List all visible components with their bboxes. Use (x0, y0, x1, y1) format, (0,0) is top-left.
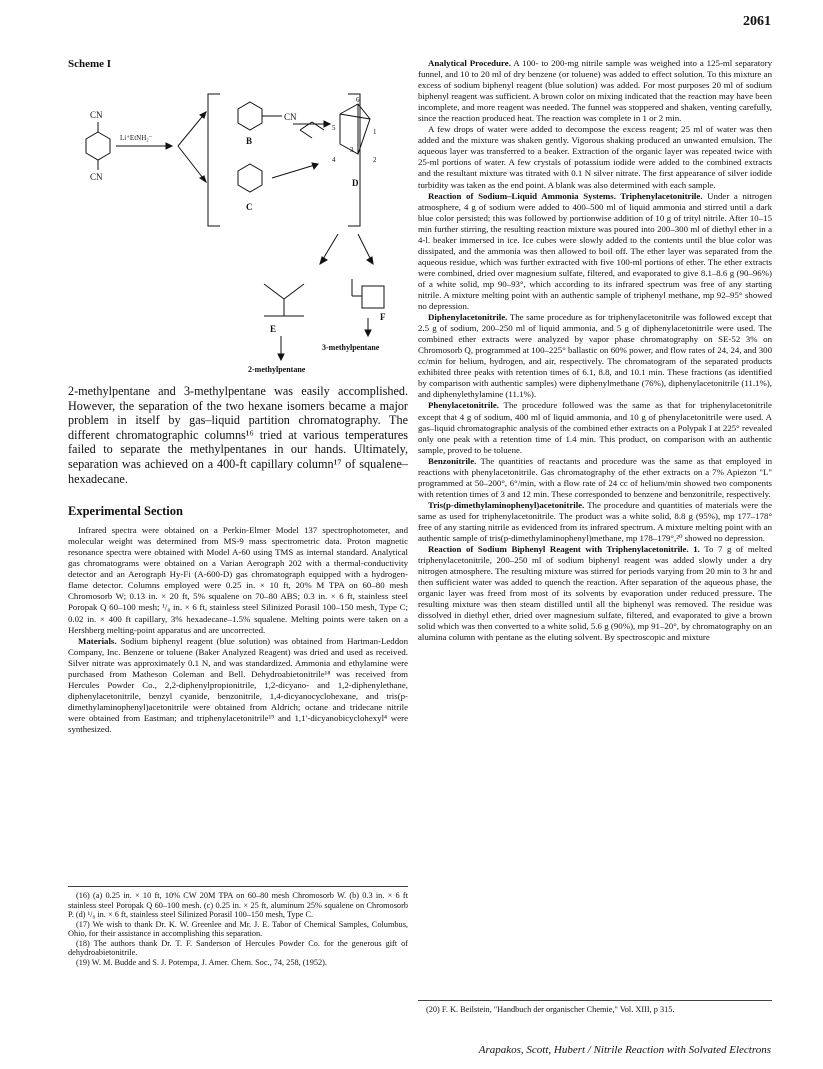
reagent-label: Li⁺EtNH₂⁻ (120, 134, 153, 142)
paragraph-text: The quantities of reactants and procedure was the same as that employed in reactions with phenylacetonitrile. Gas chromatography of the ether extracts on a 7% Apiezon "L" programmed at 50–200°, 6°/min, with a flow rate of 24 cc of helium/min showed two components with retention times of 3 and 12 min. These corresponded to benzene and benzonitrile, respectively. (418, 455, 772, 499)
radical-anion-cn-label: CN (284, 112, 297, 122)
right-paragraph (418, 456, 772, 500)
atom-number-6: 6 (356, 96, 360, 104)
paragraph-text: The same procedure as for triphenylacetonitrile was followed except that 2.5 g of sodium, 200–250 ml of liquid ammonia, and 5 g of diphenylacetonitrile were used. The combined ether extracts were analyzed by vapor phase chromatography on SE-52 3% on Chromosorb Q, programmed at 100–225° ballastic on 60% power, and flow rates of 24, 24, and 300 cc/min for helium, hydrogen, and air, respectively. The chromatogram of the separated products exhibited three peaks with retention times of 6.1, 8.8, and 10.1 min. These fractions (as identified by comparison with authentic samples) were diphenylmethane (76%), diphenylacetonitrile (11.1%), and diphenylethylamine (11.1%). (418, 312, 772, 400)
cn-bottom-label: CN (90, 172, 103, 182)
paragraph-text: The procedure and quantities of materials were the same as used for triphenylacetonitrile. The product was a white solid, 8.8 g (95%), mp 177–178° free of any starting nitrile as evidenced from its infrared spectrum. A mixture melting point with an authentic sample of tris(p-dimethylaminophenyl)methane, mp 178–179°,²⁰ showed no depression. (418, 499, 772, 544)
intro-paragraph: 2-methylpentane and 3-methylpentane was easily accomplished. However, the separation of the two hexane isomers became a major problem in itself by gas–liquid partition chromatography. The different chromatographic columns¹⁶ tried at various temperatures failed to separate the methylpentanes in our hands. Ultimately, separation was achieved on a 400-ft capillary column¹⁷ of squalene–hexadecane. (68, 384, 408, 486)
atom-number-1: 1 (373, 128, 377, 136)
footnote-19: (19) W. M. Budde and S. J. Potempa, J. Amer. Chem. Soc., 74, 258, (1952). (76, 957, 327, 967)
atom-number-4: 4 (332, 156, 336, 164)
running-footer: Arapakos, Scott, Hubert / Nitrile Reaction with Solvated Electrons (478, 1044, 771, 1056)
paragraph-text: The procedure followed was the same as that for triphenylacetonitrile except that 4 g of sodium, 400 ml of liquid ammonia, and 10 g of phenylacetonitrile were used. A gas–liquid chromatographic analysis of the combined ether extracts on a Polypak I at 225° revealed only one peak with a retention time of 1.4 min. This product, on comparison with an authentic sample, proved to be toluene. (418, 400, 772, 455)
right-paragraph (418, 544, 772, 643)
footnote-17: (17) We wish to thank Dr. K. W. Greenlee and Mr. J. E. Tabor of Chemical Samples, Columbus, Ohio, for their assistance in accomplishing this separation. (68, 919, 408, 938)
right-paragraph (418, 124, 772, 190)
atom-number-2: 2 (373, 156, 377, 164)
paragraph-text: Under a nitrogen atmosphere, 4 g of sodium were added to 400–500 ml of liquid ammonia and stirred until a dark blue color persisted; this was followed by portionwise addition of 10 g of trityl nitrile. After 10–15 min further stirring, the resulting reaction mixture was poured into 200–300 ml of diethyl ether in a 4-l. beaker immersed in ice. Ice cubes were slowly added to the contents until the blue color was dissipated, and the ammonia was then allowed to boil off. The ether layer was separated from the aqueous residue, which was further extracted with five 100-ml portions of ether. The ether extracts were combined, dried over magnesium sulfate, filtered, and evaporated to give 8.1–8.6 g (90–96%) of a white solid, mp 90–93°, which according to its infrared spectrum was free of any starting nitrile. A mixture melting point with an authentic sample of triphenyl methane, mp 92–95° showed no depression. (418, 190, 772, 312)
right-paragraph (418, 312, 772, 400)
reaction-scheme (68, 74, 408, 374)
right-paragraph (418, 58, 772, 124)
right-paragraph (418, 191, 772, 313)
section-heading: Experimental Section (68, 504, 183, 519)
footnotes-right (418, 1000, 772, 1015)
product-2-methylpentane: 2-methylpentane (248, 365, 306, 374)
label-f: F (380, 312, 386, 322)
run-head: Tris(p-dimethylaminophenyl)acetonitrile. (428, 499, 585, 510)
left-column (68, 58, 408, 735)
right-paragraph (418, 400, 772, 455)
label-d: D (352, 178, 359, 188)
right-paragraph (418, 500, 772, 544)
paragraph-text: A few drops of water were added to decompose the excess reagent; 25 ml of water was then added and the mixture was shaken gently. Vigorous shaking produced an unwanted emulsion. The aqueous layer was transferred to a beaker. Extraction of the organic layer was repeated twice with 25-ml portions of water. A few crystals of potassium iodide were added to the combined extracts and the resultant mixture was titrated with 0.1 N silver nitrate. The first appearance of silver iodide turbidity was taken as the end point. A blank was also determined with each sample. (418, 124, 772, 190)
label-c: C (246, 202, 253, 212)
product-3-methylpentane: 3-methylpentane (322, 343, 380, 352)
experimental-paragraph-1: Infrared spectra were obtained on a Perkin-Elmer Model 137 spectrophotometer, and molecular weight was determined from MS-9 mass spectrometric data. Proton magnetic resonance spectra were obtained with Model A-60 using TMS as internal standard. Analytical gas chromatograms were obtained on a Varian Aerograph 202 with a thermal-conductivity detector and an Aerograph Hy-Fi (A-600-D) gas chromatograph equipped with a hydrogen-flame detector. Columns employed were 0.25 in. × 10 ft, 20% M TPA on 60–80 mesh Chromosorb W; 0.13 in. × 20 ft, 5% squalene on 70–80 ABS; 0.3 in. × 6 ft, stainless steel Poropak Q 60–100 mesh; ¹/₈ in. × 6 ft, stainless steel Silinized Porasil 100–150 mesh, Type C; 0.02 in. × 400 ft capillary, 3% hexadecane–1.5% squalene. Melting points were taken on a Hershberg melting-point apparatus and are uncorrected. (68, 525, 408, 635)
scheme-title: Scheme I (68, 58, 112, 70)
atom-number-5: 5 (332, 124, 336, 132)
run-head: Benzonitrile. (428, 455, 477, 466)
run-head: Reaction of Sodium–Liquid Ammonia Systems. Triphenylacetonitrile. (428, 190, 703, 201)
run-head: Diphenylacetonitrile. (428, 312, 508, 323)
run-head: Phenylacetonitrile. (428, 400, 499, 411)
paragraph-text: A 100- to 200-mg nitrile sample was weighed into a 125-ml separatory funnel, and 10 to 20 ml of dry benzene (or toluene) was added to effect solution. To this mixture an excess of sodium biphenyl reagent (blue solution) was added. For most purposes 20 ml of sodium biphenyl reagent was sufficient. A brown color on mixing indicated that the reaction may have been incomplete, and more reagent was needed. The funnel was stoppered and shaken, venting carefully, since the reaction produced heat. The reaction was complete in 1 or 2 min. (418, 58, 772, 124)
atom-number-3: 3 (350, 146, 354, 154)
materials-text: Sodium biphenyl reagent (blue solution) was obtained from Hartman-Leddon Company, Inc. Benzene or toluene (Baker Analyzed Reagent) was dried and used as received. Silver nitrate was approximately 0.1 N, and was standardized. Ammonia and ethylamine were purchased from Matheson Coleman and Bell. Dehydroabietonitrile¹⁸ was received from Hercules Powder Co., 2,2-diphenylpropionitrile, 1,2-dicyano- and 1,2-diphenylethane, diphenylacetonitrile, benzyl cyanide, benzonitrile, 1,4-dicyanocyclohexane, and tris(p-dimethylaminophenyl)acetonitrile were obtained from Aldrich; octane and tridecane nitrile were obtained from Eastman; and triphenylacetonitrile¹⁹ and 1,1′-dicyanobicyclohexyl⁴ were synthesized. (68, 635, 408, 734)
footnote-20: (20) F. K. Beilstein, "Handbuch der organischer Chemie," Vol. XIII, p 315. (426, 1005, 675, 1014)
paragraph-text: To 7 g of melted triphenylacetonitrile, 200–250 ml of sodium biphenyl reagent was added slowly under a dry nitrogen atmosphere. The resulting mixture was stirred for periods varying from 20 min to 3 hr and then sufficient water was added to quench the reaction. After separation of the aqueous phase, the organic layer was freed from most of its solvents by evaporation under reduced pressure. The resulting mixture was then steam distilled until all the biphenyl was removed. The residue was dissolved in diethyl ether, dried over magnesium sulfate, filtered, and evaporated to give a brown solid which was then converted to a white solid, 5.6 g (90%), mp 91–20°, by chromatography on an alumina column with pentane as the eluting solvent. By spectroscopic and mixture (418, 544, 772, 643)
right-column (418, 58, 772, 643)
footnote-16: (16) (a) 0.25 in. × 10 ft, 10% CW 20M TPA on 60–80 mesh Chromosorb W. (b) 0.3 in. × 6 ft stainless steel Poropak Q 60–100 mesh. (c) 0.25 in. × 25 ft, aluminum 25% squalene on Chromosorb P. (d) ¹/₈ in. × 6 ft, stainless steel Silinized Porasil 100–150 mesh, Type C. (68, 891, 408, 919)
materials-run-head: Materials. (78, 635, 117, 646)
cn-top-label: CN (90, 110, 103, 120)
page-number: 2061 (743, 14, 771, 29)
footnotes-left (68, 886, 408, 967)
label-e: E (270, 324, 277, 334)
materials-paragraph (68, 636, 408, 735)
run-head: Analytical Procedure. (428, 58, 511, 68)
label-b: B (246, 136, 253, 146)
footnote-18: (18) The authors thank Dr. T. F. Sanderson of Hercules Powder Co. for the generous gift of dehydroabietonitrile. (68, 938, 408, 957)
run-head: Reaction of Sodium Biphenyl Reagent with Triphenylacetonitrile. 1. (428, 544, 700, 555)
